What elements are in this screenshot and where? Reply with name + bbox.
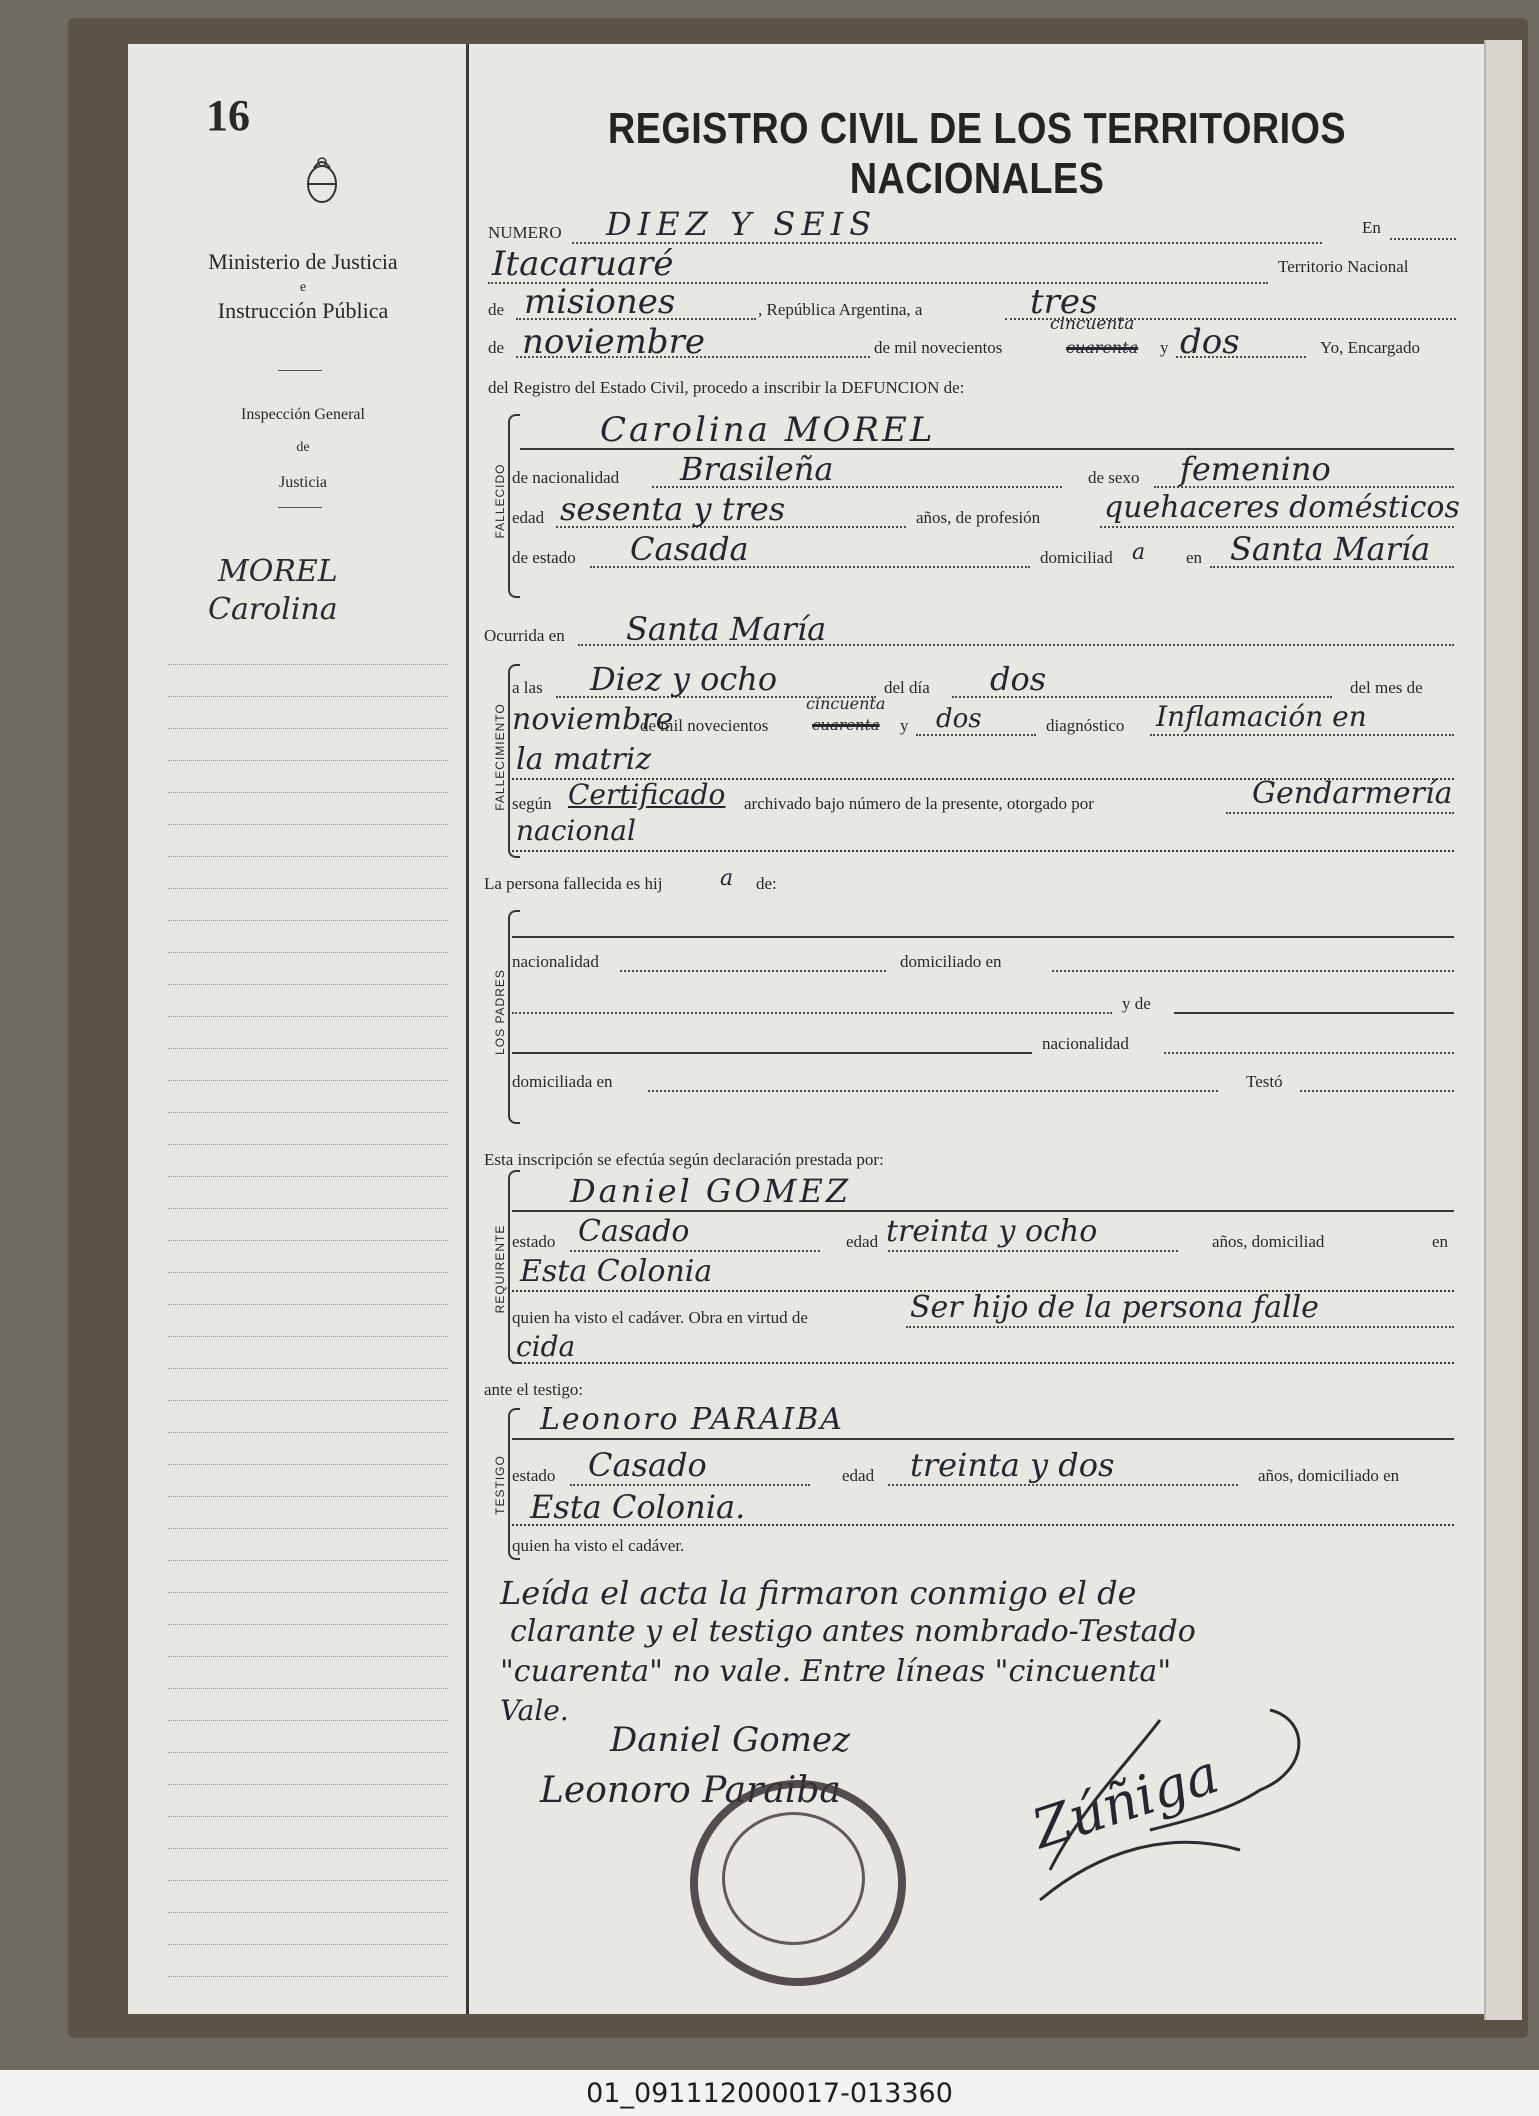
dotline — [1226, 812, 1454, 814]
hand-cierre-1: Leída el acta la firmaron conmigo el de — [500, 1574, 1137, 1612]
margin-ruled-line — [168, 856, 448, 857]
label-anos-domiciliado-en: años, domiciliado en — [1258, 1466, 1400, 1485]
margin-ruled-line — [168, 1560, 448, 1561]
hand-cierre-3: "cuarenta" no vale. Entre líneas "cincuenta" — [500, 1654, 1172, 1689]
hand-requirente: Daniel GOMEZ — [570, 1172, 852, 1210]
margin-ruled-line — [168, 1112, 448, 1113]
label-en-2: en — [1186, 548, 1203, 567]
label-de: de — [488, 300, 505, 319]
label-y: y — [1160, 338, 1169, 357]
margin-ruled-line — [168, 1880, 448, 1881]
label-ante-testigo: ante el testigo: — [484, 1380, 584, 1399]
coat-of-arms-icon — [304, 154, 340, 206]
dotline — [888, 1250, 1178, 1252]
margin-ruled-line — [168, 728, 448, 729]
rule-line — [512, 936, 1454, 938]
divider-short — [278, 370, 322, 371]
hand-domiciliad-suffix: a — [1132, 540, 1146, 565]
dotline — [1390, 238, 1456, 240]
label-del-mes: del mes de — [1350, 678, 1423, 697]
signature-encargado: Zúñiga — [1024, 1742, 1227, 1861]
label-y-de: y de — [1122, 994, 1151, 1013]
column-divider — [466, 44, 469, 2014]
ministry-name-2: Instrucción Pública — [217, 298, 389, 323]
dotline — [648, 1090, 1218, 1092]
margin-ruled-line — [168, 696, 448, 697]
hand-diagnostico-1: Inflamación en — [1156, 700, 1367, 733]
margin-ruled-line — [168, 1784, 448, 1785]
hand-numero: DIEZ Y SEIS — [606, 205, 878, 243]
hand-mes: noviembre — [522, 322, 705, 362]
label-estado-test: estado — [512, 1466, 556, 1485]
hand-nacionalidad: Brasileña — [680, 450, 834, 488]
hand-req-virtud-1: Ser hijo de la persona falle — [910, 1290, 1319, 1325]
label-en-3: en — [1432, 1232, 1449, 1251]
margin-ruled-line — [168, 1688, 448, 1689]
signature-testigo: Leonoro Paraiba — [540, 1770, 841, 1811]
label-quien-visto-obra: quien ha visto el cadáver. Obra en virtud de — [512, 1308, 808, 1327]
rule-line — [512, 850, 1454, 852]
hand-otorgado-2: nacional — [516, 814, 636, 847]
label-estado: de estado — [512, 548, 576, 567]
margin-ruled-line — [168, 1048, 448, 1049]
margin-ruled-line — [168, 1432, 448, 1433]
hand-req-edad: treinta y ocho — [886, 1214, 1098, 1249]
hand-test-edad: treinta y dos — [910, 1446, 1115, 1484]
margin-ruled-line — [168, 888, 448, 889]
label-profesion: años, de profesión — [916, 508, 1041, 527]
margin-ruled-line — [168, 1272, 448, 1273]
dotline — [1052, 970, 1454, 972]
hand-test-estado: Casado — [588, 1446, 707, 1484]
label-nacionalidad: de nacionalidad — [512, 468, 620, 487]
margin-ruled-line — [168, 1720, 448, 1721]
hand-edad: sesenta y tres — [560, 490, 786, 528]
hand-certificado: Certificado — [568, 778, 726, 811]
footer-caption: 01_091112000017-013360 — [586, 2078, 953, 2109]
hand-decada-sobre: cincuenta — [1050, 314, 1135, 334]
label-domiciliada-en: domiciliada en — [512, 1072, 613, 1091]
hand-diagnostico-2: la matriz — [516, 742, 652, 777]
dotline — [1300, 1090, 1454, 1092]
hand-hij-suffix: a — [720, 866, 734, 891]
dotline — [1150, 734, 1454, 736]
label-y-2: y — [900, 716, 909, 735]
inspection-name-2: Justicia — [279, 474, 327, 491]
side-label-fallecido: FALLECIDO — [493, 463, 507, 539]
hand-hora: Diez y ocho — [590, 660, 778, 698]
label-estado-req: estado — [512, 1232, 556, 1251]
label-del-dia: del día — [884, 678, 930, 697]
label-de-mil-nov: de mil novecientos — [640, 716, 769, 735]
margin-ruled-line — [168, 792, 448, 793]
label-quien-visto: quien ha visto el cadáver. — [512, 1536, 685, 1555]
label-ocurrida: Ocurrida en — [484, 626, 565, 645]
hand-mes-2: noviembre — [512, 702, 674, 737]
inspection-conjunction: de — [296, 440, 310, 455]
label-edad-req: edad — [846, 1232, 879, 1251]
hand-testigo: Leonoro PARAIBA — [540, 1402, 844, 1437]
label-a-las: a las — [512, 678, 543, 697]
footer-bar — [0, 2070, 1539, 2116]
margin-ruled-line — [168, 1176, 448, 1177]
page-edge — [1484, 40, 1522, 2020]
margin-ruled-line — [168, 1752, 448, 1753]
margin-ruled-line — [168, 1816, 448, 1817]
label-nacionalidad-madre: nacionalidad — [1042, 1034, 1129, 1053]
hand-anio-2: dos — [936, 704, 982, 734]
hand-sexo: femenino — [1180, 450, 1331, 488]
margin-ruled-line — [168, 952, 448, 953]
hand-lugar: Itacaruaré — [492, 244, 674, 284]
margin-ruled-line — [168, 1080, 448, 1081]
label-republica: , República Argentina, a — [758, 300, 923, 319]
hand-cierre-4: Vale. — [500, 1694, 569, 1727]
margin-ruled-line — [168, 984, 448, 985]
margin-ruled-line — [168, 1976, 448, 1977]
label-persona-hij: La persona fallecida es hij — [484, 874, 663, 893]
dotline — [512, 1012, 1112, 1014]
dotline — [570, 1250, 820, 1252]
hand-req-estado: Casado — [578, 1214, 690, 1249]
margin-ruled-line — [168, 1464, 448, 1465]
label-segun: según — [512, 794, 552, 813]
margin-ruled-line — [168, 1336, 448, 1337]
ministry-name: Ministerio de Justicia — [208, 249, 398, 274]
hand-estado: Casada — [630, 530, 749, 568]
label-numero: NUMERO — [488, 223, 562, 242]
margin-ruled-line — [168, 1144, 448, 1145]
label-inscripcion: Esta inscripción se efectúa según declaración prestada por: — [484, 1150, 884, 1169]
margin-ruled-line — [168, 1240, 448, 1241]
rule-line — [512, 1052, 1032, 1054]
hand-otorgado-1: Gendarmería — [1252, 776, 1453, 811]
margin-ruled-line — [168, 1368, 448, 1369]
margin-ruled-line — [168, 664, 448, 665]
label-anos-domiciliad: años, domiciliad — [1212, 1232, 1325, 1251]
hand-decada2-tachada: cuarenta — [812, 716, 880, 734]
margin-ruled-line — [168, 920, 448, 921]
margin-ruled-line — [168, 1400, 448, 1401]
rule-line — [512, 1438, 1454, 1440]
label-testo: Testó — [1246, 1072, 1283, 1091]
hand-cierre-2: clarante y el testigo antes nombrado-Testado — [510, 1614, 1196, 1649]
side-label-padres: LOS PADRES — [493, 969, 507, 1055]
dotline — [906, 1326, 1454, 1328]
margin-ruled-line — [168, 1592, 448, 1593]
margin-ruled-line — [168, 1656, 448, 1657]
dotline — [620, 970, 886, 972]
margin-ruled-line — [168, 1496, 448, 1497]
label-domiciliado-en: domiciliado en — [900, 952, 1002, 971]
inspection-name: Inspección General — [241, 406, 365, 423]
signature-flourish-icon — [1010, 1700, 1340, 1930]
hand-req-virtud-2: cida — [516, 1330, 576, 1363]
page-title: REGISTRO CIVIL DE LOS TERRITORIOS NACIONALES — [607, 104, 1347, 203]
official-seal-stamp — [690, 1780, 906, 1986]
margin-ruled-line — [168, 760, 448, 761]
label-diagnostico: diagnóstico — [1046, 716, 1125, 735]
rule-line — [512, 1362, 1454, 1364]
margin-ruled-line — [168, 1624, 448, 1625]
signature-requirente: Daniel Gomez — [610, 1720, 851, 1760]
margin-given-name: Carolina — [208, 592, 338, 627]
hand-decada-tachada: cuarenta — [1066, 338, 1139, 357]
label-registro: del Registro del Estado Civil, procedo a inscribir la DEFUNCION de: — [488, 378, 965, 397]
rule-line — [1174, 1012, 1454, 1014]
margin-column — [128, 44, 466, 2014]
hand-req-domicilio: Esta Colonia — [520, 1254, 713, 1289]
ministry-conjunction: e — [299, 280, 307, 295]
margin-ruled-line — [168, 1304, 448, 1305]
margin-ruled-line — [168, 1912, 448, 1913]
label-edad-test: edad — [842, 1466, 875, 1485]
label-edad: edad — [512, 508, 545, 527]
label-nacionalidad-padre: nacionalidad — [512, 952, 599, 971]
label-mil-novecientos: de mil novecientos — [874, 338, 1003, 357]
hand-test-domicilio: Esta Colonia. — [530, 1488, 746, 1526]
fallecido-bracket — [508, 414, 520, 598]
hand-dia: tres — [1030, 282, 1098, 322]
margin-ruled-line — [168, 1016, 448, 1017]
label-sexo: de sexo — [1088, 468, 1140, 487]
dotline — [916, 734, 1036, 736]
dotline — [888, 1484, 1238, 1486]
margin-ruled-line — [168, 1944, 448, 1945]
dotline — [1164, 1052, 1454, 1054]
page-number: 16 — [206, 91, 250, 140]
side-label-fallecimiento: FALLECIMIENTO — [493, 703, 507, 811]
label-en: En — [1362, 218, 1381, 237]
label-territorio: Territorio Nacional — [1278, 257, 1409, 276]
margin-ruled-line — [168, 1528, 448, 1529]
hand-domicilio: Santa María — [1230, 530, 1431, 568]
hand-ocurrida: Santa María — [626, 610, 827, 648]
hand-provincia: misiones — [524, 282, 676, 322]
side-label-testigo: TESTIGO — [493, 1455, 507, 1515]
divider-short-2 — [278, 507, 322, 508]
rule-line — [512, 1210, 1454, 1212]
dotline — [570, 1484, 810, 1486]
margin-ruled-line — [168, 824, 448, 825]
margin-ruled-line — [168, 1208, 448, 1209]
label-archivado: archivado bajo número de la presente, otorgado por — [744, 794, 1094, 813]
hand-anio: dos — [1180, 322, 1240, 362]
hand-decada2-sobre: cincuenta — [806, 694, 886, 713]
hand-dia-2: dos — [990, 660, 1047, 698]
label-de-colon: de: — [756, 874, 777, 893]
hand-profesion: quehaceres domésticos — [1104, 490, 1460, 525]
label-yo-encargado: Yo, Encargado — [1320, 338, 1420, 357]
label-de-2: de — [488, 338, 505, 357]
label-domiciliad: domiciliad — [1040, 548, 1113, 567]
side-label-requirente: REQUIRENTE — [493, 1224, 507, 1314]
margin-surname: MOREL — [218, 554, 338, 589]
dotline — [1100, 526, 1454, 528]
hand-nombre: Carolina MOREL — [600, 410, 936, 450]
margin-ruled-line — [168, 1848, 448, 1849]
